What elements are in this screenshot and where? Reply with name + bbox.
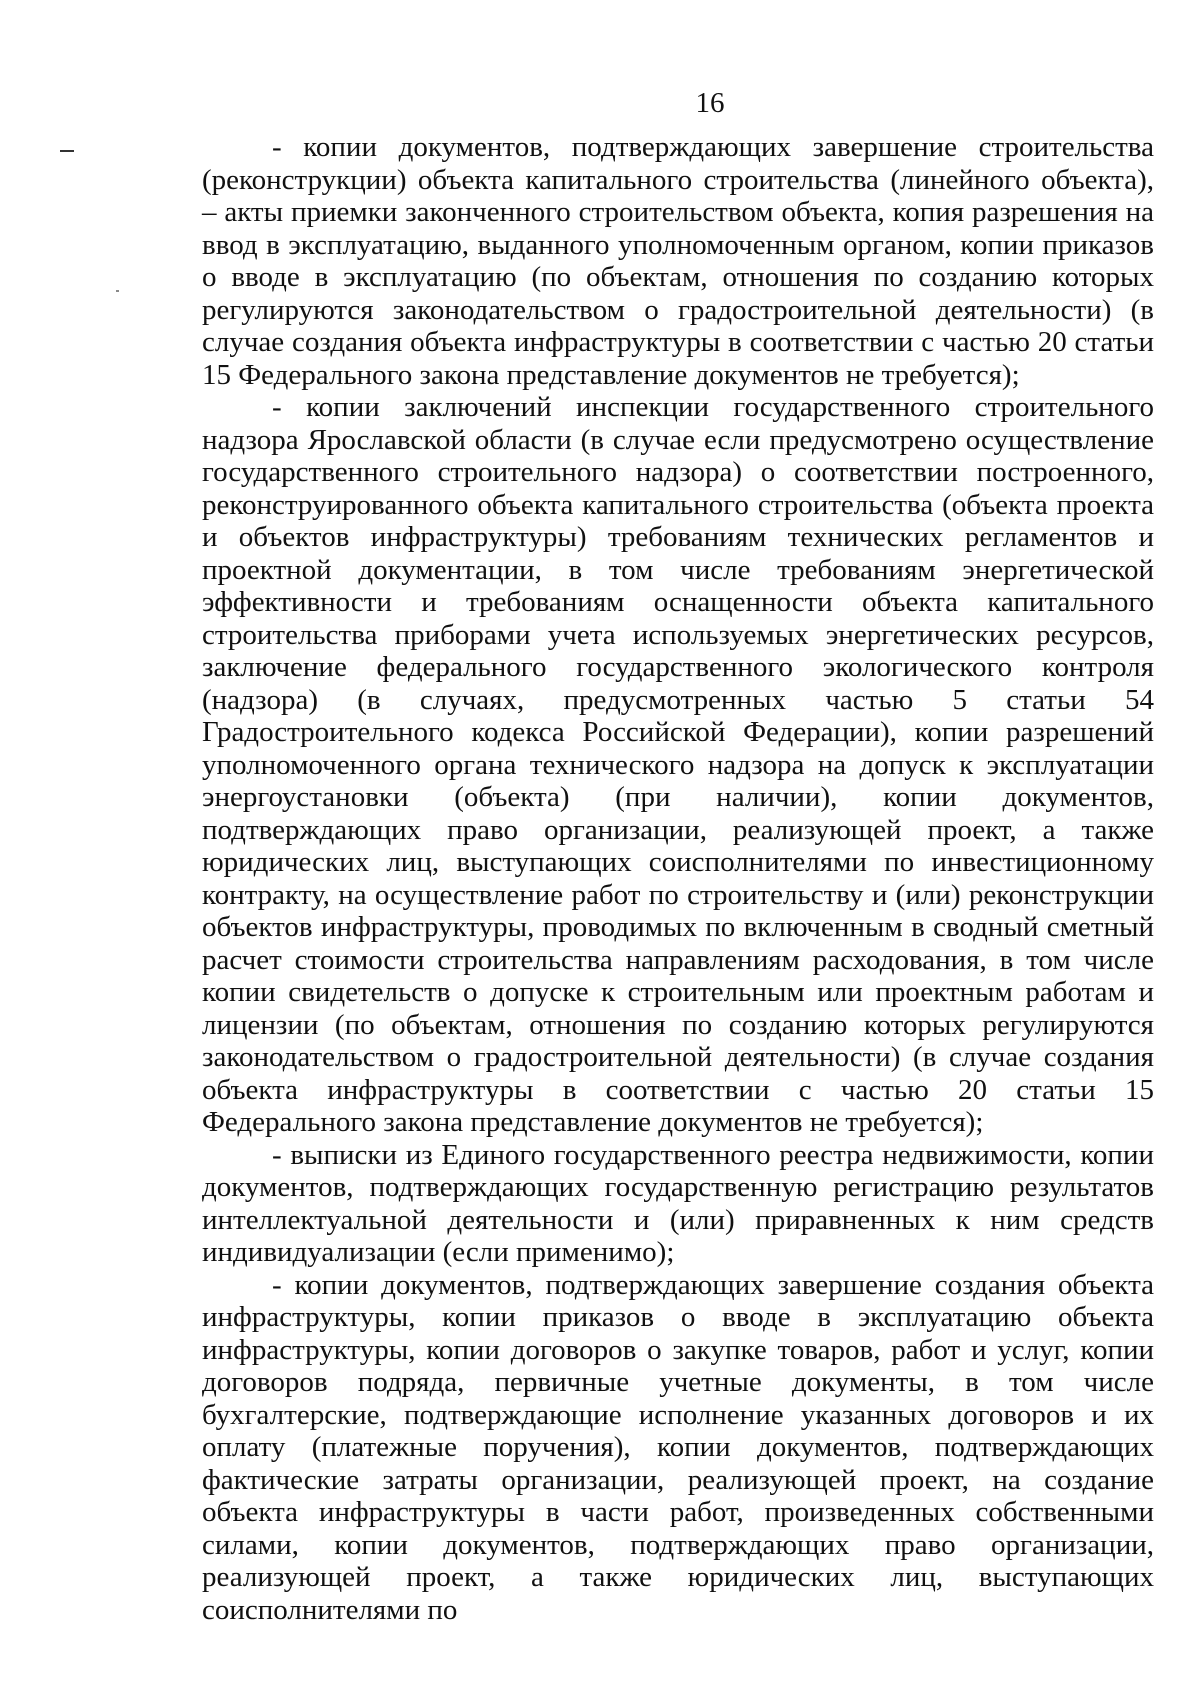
paragraph-construction-completion-docs: - копии документов, подтверждающих завершение строительства (реконструкции) объекта капитального строительства (линейного объекта), – акты приемки законченного строительством объекта, копия разрешения на ввод в эксплуатацию, выданного уполномоченным органом, копии приказов о вводе в эксплуатацию (по объектам, отношения по созданию которых регулируются законодательством о градостроительной деятельности) (в случае создания объекта инфраструктуры в соответствии с частью 20 статьи 15 Федерального закона представление документов не требуется); [202,131,1154,391]
document-body [202,131,1154,1626]
page-number: 16 [695,87,725,119]
paragraph-registry-extracts: - выписки из Единого государственного реестра недвижимости, копии документов, подтверждающих государственную регистрацию результатов интеллектуальной деятельности и (или) приравненных к ним средств индивидуализации (если применимо); [202,1138,1154,1268]
margin-dash-mark [60,150,74,152]
margin-scan-speck [116,290,119,292]
paragraph-inspection-conclusions: - копии заключений инспекции государственного строительного надзора Ярославской области (в случае если предусмотрено осуществление государственного строительного надзора) о соответствии построенного, реконструированного объекта капитального строительства (объекта проекта и объектов инфраструктуры) требованиям технических регламентов и проектной документации, в том числе требованиям энергетической эффективности и требованиям оснащенности объекта капитального строительства приборами учета используемых энергетических ресурсов, заключение федерального государственного экологического контроля (надзора) (в случаях, предусмотренных частью 5 статьи 54 Градостроительного кодекса Российской Федерации), копии разрешений уполномоченного органа технического надзора на допуск к эксплуатации энергоустановки (объекта) (при наличии), копии документов, подтверждающих право организации, реализующей проект, а также юридических лиц, выступающих соисполнителями по инвестиционному контракту, на осуществление работ по строительству и (или) реконструкции объектов инфраструктуры, проводимых по включенным в сводный сметный расчет стоимости строительства направлениям расходования, в том числе копии свидетельств о допуске к строительным или проектным работам и лицензии (по объектам, отношения по созданию которых регулируются законодательством о градостроительной деятельности) (в случае создания объекта инфраструктуры в соответствии с частью 20 статьи 15 Федерального закона представление документов не требуется); [202,391,1154,1138]
paragraph-infrastructure-creation-docs: - копии документов, подтверждающих завершение создания объекта инфраструктуры, копии приказов о вводе в эксплуатацию объекта инфраструктуры, копии договоров о закупке товаров, работ и услуг, копии договоров подряда, первичные учетные документы, в том числе бухгалтерские, подтверждающие исполнение указанных договоров и их оплату (платежные поручения), копии документов, подтверждающих фактические затраты организации, реализующей проект, на создание объекта инфраструктуры в части работ, произведенных собственными силами, копии документов, подтверждающих право организации, реализующей проект, а также юридических лиц, выступающих соисполнителями по [202,1268,1154,1626]
